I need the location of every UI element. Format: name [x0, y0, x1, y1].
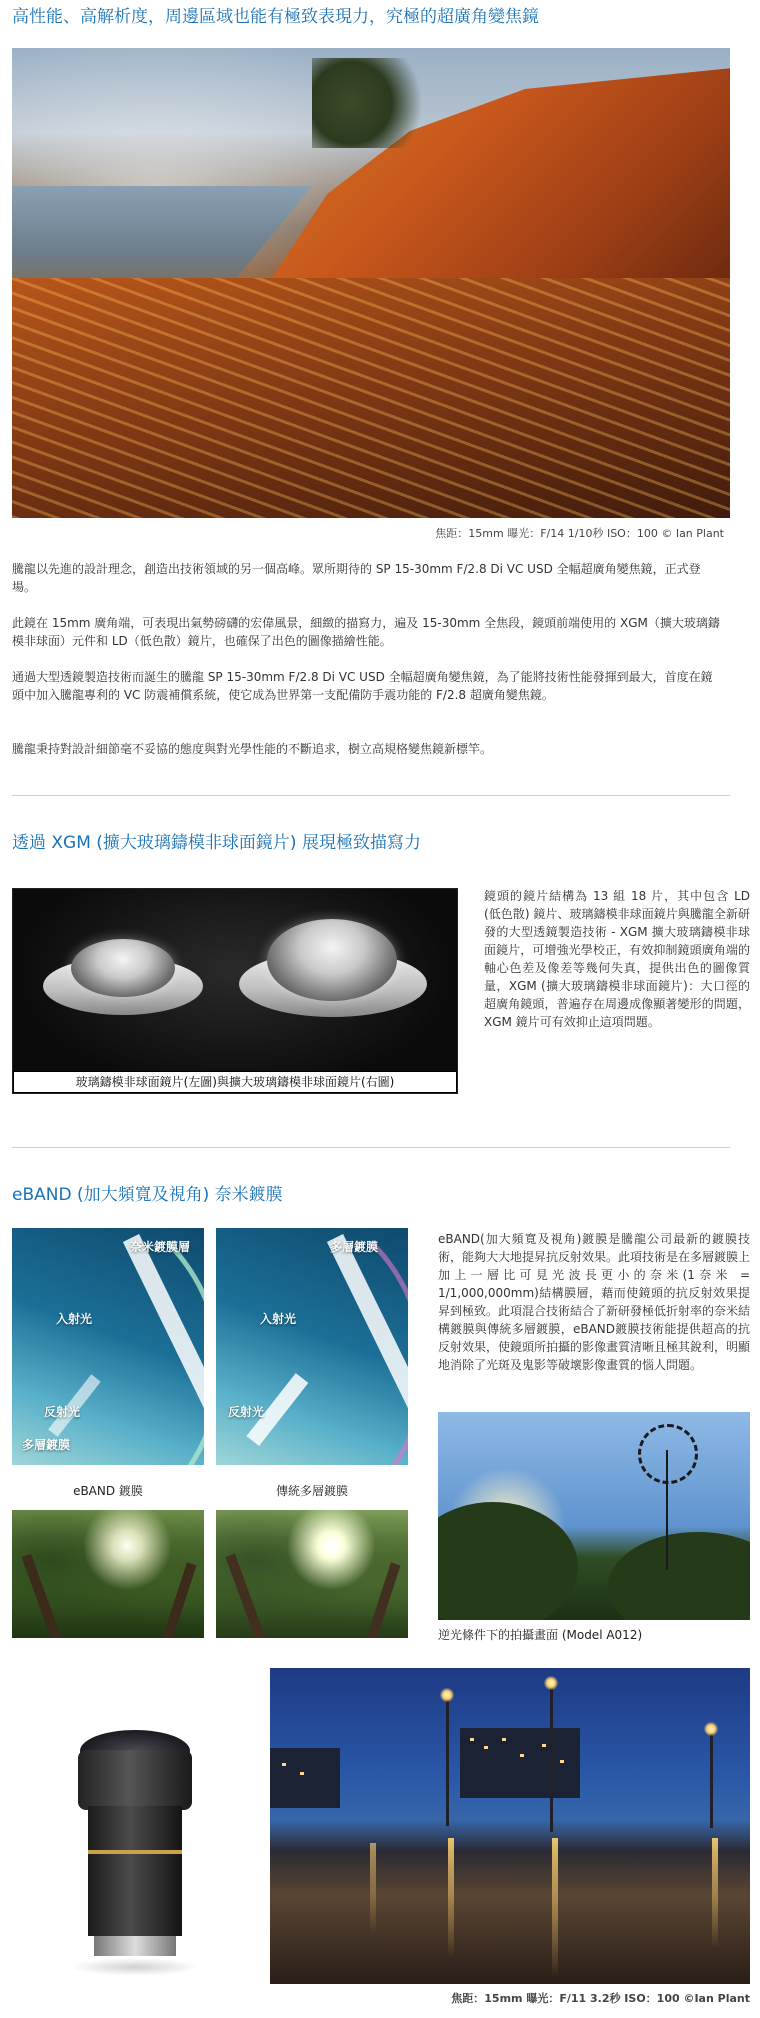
tree-trunk — [22, 1554, 62, 1638]
night-street-photo — [270, 1668, 750, 1984]
section-title-performance: 高性能、高解析度，周邊區域也能有極致表現力，究極的超廣角變焦鏡 — [12, 7, 539, 27]
cliff-trees — [312, 58, 442, 148]
cliff-photo-caption: 焦距：15mm 曝光：F/14 1/10秒 ISO：100 © Ian Plant — [435, 527, 724, 540]
section-divider — [12, 795, 730, 796]
windmill-caption: 逆光條件下的拍攝畫面 (Model A012) — [438, 1628, 643, 1642]
lens-product-image — [70, 1730, 200, 1980]
tree-canopy — [438, 1502, 578, 1620]
tree-trunk — [162, 1562, 196, 1638]
cliff-landscape-photo — [12, 48, 730, 518]
tree-trunk — [226, 1554, 266, 1638]
lamp-glow — [544, 1676, 558, 1690]
lens-barrel — [88, 1806, 182, 1936]
label-incident-light: 入射光 — [56, 1312, 93, 1326]
lamp-glow — [704, 1722, 718, 1736]
tree-trunk — [366, 1562, 400, 1638]
label-multi-coating: 多層鍍膜 — [22, 1438, 71, 1452]
tree-canopy — [608, 1532, 750, 1620]
lens-elements-caption: 玻璃鑄模非球面鏡片(左圖)與擴大玻璃鑄模非球面鏡片(右圖) — [13, 1071, 457, 1093]
xgm-description: 鏡頭的鏡片結構為 13 組 18 片，其中包含 LD (低色散) 鏡片、玻璃鑄模非球面鏡片與騰龍全新研發的大型透鏡製造技術 - XGM 擴大玻璃鑄模非球面鏡片，可增強光學校正，有效抑制鏡頭廣角端的軸心色差及像差等幾何失真，提供出色的圖像質量，XGM (擴大玻璃鑄模非球面鏡片)：大口徑的超廣角鏡頭，普遍存在周邊成像顯著變形的問題，XGM 鏡片可有效抑止這項問題。 — [484, 889, 750, 1029]
label-nano-coating: 奈米鍍膜層 — [130, 1240, 191, 1254]
xgm-lens — [267, 919, 397, 1001]
tree-photo-eband — [12, 1510, 204, 1638]
label-multi-coating: 多層鍍膜 — [330, 1240, 379, 1254]
label-reflected-light: 反射光 — [44, 1405, 81, 1419]
light-reflection — [448, 1838, 454, 1958]
tree-photo-traditional — [216, 1510, 408, 1638]
lens-elements-photo — [12, 888, 458, 1094]
traditional-coating-diagram — [216, 1228, 408, 1465]
lens-hood — [78, 1750, 192, 1810]
light-reflection — [370, 1843, 376, 1933]
eband-coating-diagram — [12, 1228, 204, 1465]
light-reflection — [552, 1838, 558, 1978]
traditional-coating-caption: 傳統多層鍍膜 — [275, 1484, 348, 1498]
intro-paragraph-3: 通過大型透鏡製造技術而誕生的騰龍 SP 15-30mm F/2.8 Di VC USD 全幅超廣角變焦鏡，為了能將技術性能發揮到最大，首度在鏡頭中加入騰龍專利的 VC 防震補償系統，使它成為世界第一支配備防手震功能的 F/2.8 超廣角變焦鏡。 — [12, 670, 713, 702]
label-incident-light: 入射光 — [260, 1312, 297, 1326]
glass-molded-asph-lens — [71, 939, 175, 997]
left-building — [270, 1748, 340, 1808]
lens-shadow — [70, 1958, 200, 1976]
intro-paragraph-4: 騰龍秉持對設計細節毫不妥協的態度與對光學性能的不斷追求，樹立高規格變焦鏡新標竿。 — [12, 742, 493, 756]
street-lamp — [710, 1728, 713, 1828]
eband-description: eBAND(加大頻寬及視角)鍍膜是騰龍公司最新的鍍膜技術，能夠大大地提昇抗反射效果。此項技術是在多層鍍膜上加上一層比可見光波長更小的奈米(1奈米 = 1/1,000,000mm)結構膜層，藉而使鏡頭的抗反射效果提昇到極致。此項混合技術結合了新研發極低折射率的奈米結構鍍膜與傳統多層鍍膜，eBAND鍍膜技術能提供超高的抗反射效果，使鏡頭所拍攝的影像畫質清晰且極其銳利，明顯地消除了光斑及鬼影等破壞影像畫質的惱人問題。 — [438, 1232, 751, 1372]
night-photo-caption: 焦距：15mm 曝光：F/11 3.2秒 ISO：100 ©Ian Plant — [451, 1992, 750, 2005]
rock-ledge — [12, 278, 730, 518]
eband-coating-caption: eBAND 鍍膜 — [73, 1484, 143, 1498]
section-title-xgm: 透過 XGM (擴大玻璃鑄模非球面鏡片) 展現極致描寫力 — [12, 833, 421, 853]
intro-paragraph-2: 此鏡在 15mm 廣角端，可表現出氣勢磅礴的宏偉風景，細緻的描寫力，遍及 15-30mm 全焦段，鏡頭前端使用的 XGM（擴大玻璃鑄模非球面）元件和 LD（低色散）鏡片，也確保了出色的圖像描繪性能。 — [12, 616, 720, 648]
lens-mount — [94, 1936, 176, 1956]
street-lamp — [446, 1696, 449, 1826]
lens-gold-ring — [88, 1850, 182, 1854]
light-reflection — [712, 1838, 718, 1948]
office-building — [460, 1728, 580, 1798]
windmill-backlight-photo — [438, 1412, 750, 1620]
section-divider — [12, 1147, 730, 1148]
windmill-rotor — [638, 1424, 698, 1484]
street-lamp — [550, 1682, 553, 1832]
lamp-glow — [440, 1688, 454, 1702]
intro-paragraph-1: 騰龍以先進的設計理念，創造出技術領域的另一個高峰。眾所期待的 SP 15-30mm F/2.8 Di VC USD 全幅超廣角變焦鏡，正式登場。 — [12, 562, 701, 594]
label-reflected-light: 反射光 — [228, 1405, 265, 1419]
section-title-eband: eBAND (加大頻寬及視角) 奈米鍍膜 — [12, 1185, 283, 1205]
